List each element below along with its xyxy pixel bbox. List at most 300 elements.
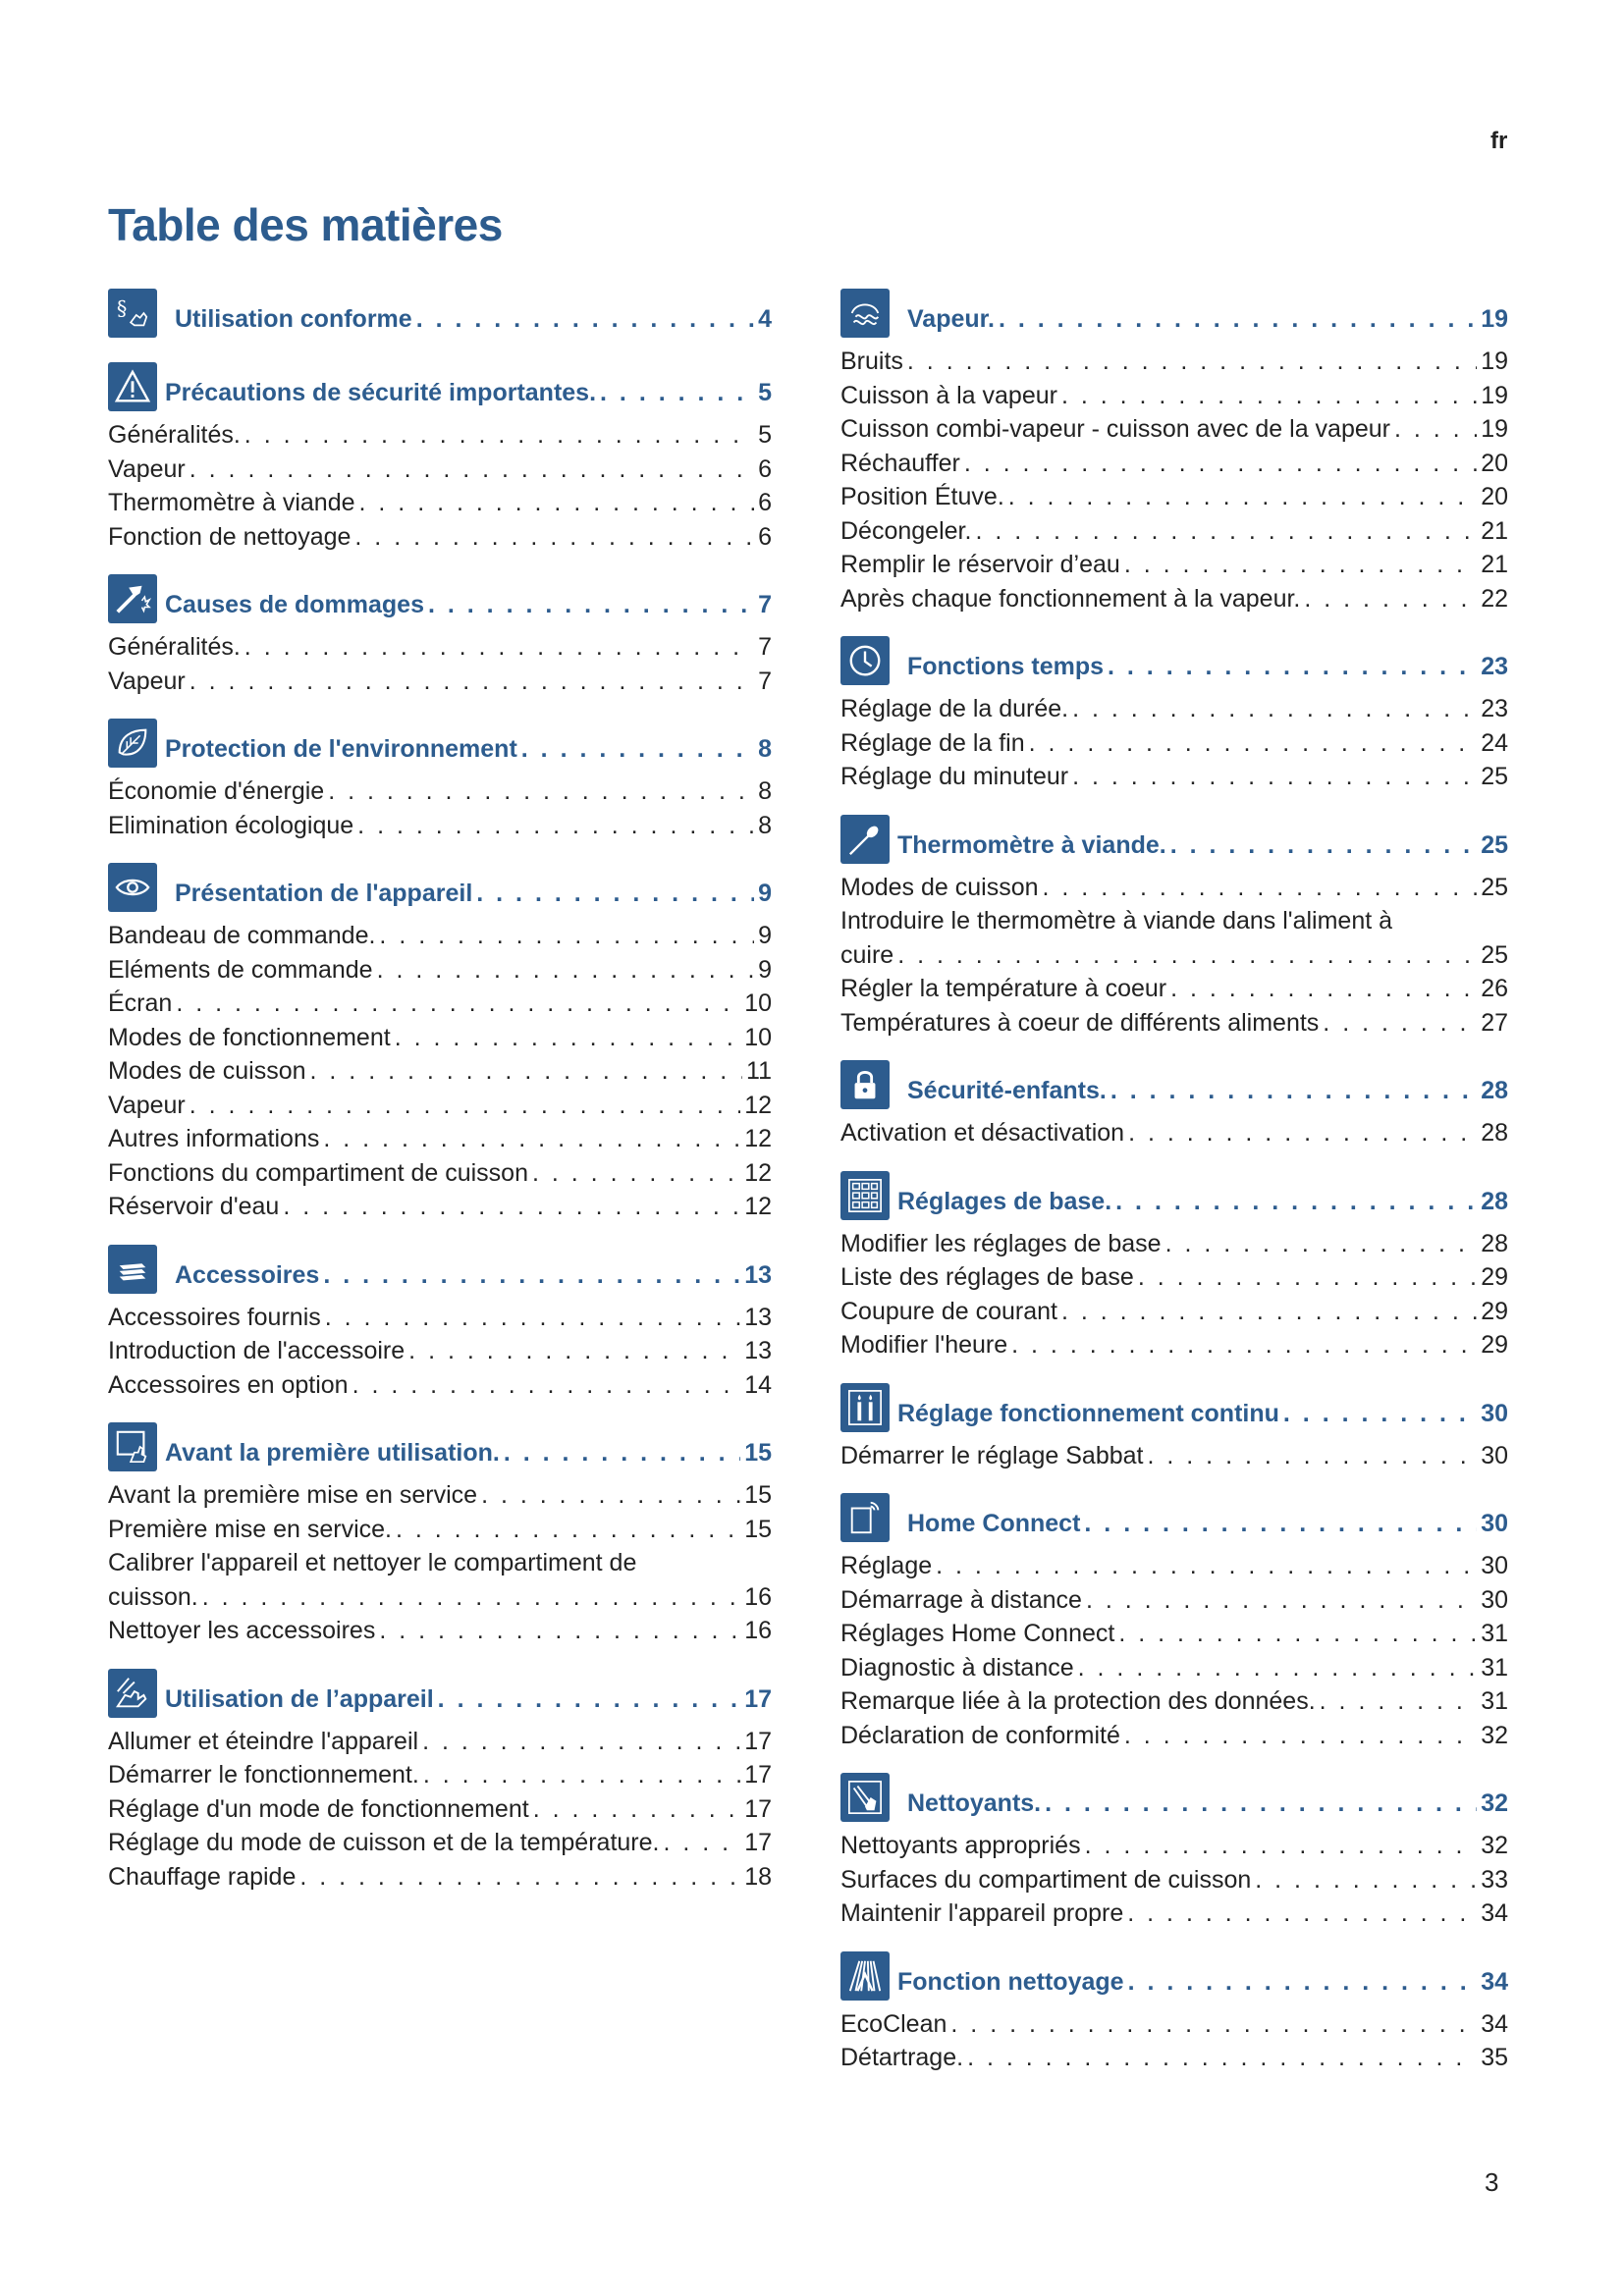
toc-section-precautions-de-securite-importantes — [108, 358, 772, 554]
entry-page-number: 17 — [744, 1761, 772, 1789]
entry-label: Modes de cuisson — [108, 1057, 306, 1085]
clock-icon — [840, 636, 890, 685]
toc-section-heading[interactable] — [108, 1241, 772, 1298]
dot-leader — [428, 590, 754, 619]
entry-label: EcoClean — [840, 2009, 947, 2038]
toc-entry[interactable] — [840, 2007, 1508, 2042]
dot-leader — [481, 1478, 740, 1513]
dot-leader — [950, 2007, 1477, 2042]
toc-section-heading[interactable] — [840, 1948, 1508, 2004]
toc-section-causes-de-dommages — [108, 570, 772, 698]
toc-entry[interactable] — [108, 418, 772, 453]
section-page-number: 23 — [1481, 653, 1508, 680]
entry-label: Allumer et éteindre l'appareil — [108, 1727, 419, 1755]
page-title: Table des matières — [108, 199, 503, 250]
section-page-number: 25 — [1481, 830, 1508, 859]
toc-entry[interactable] — [840, 412, 1508, 447]
dot-leader — [189, 453, 754, 487]
section-title-line — [175, 1260, 772, 1290]
dot-leader — [1118, 1617, 1477, 1651]
entry-label: Coupure de courant — [840, 1297, 1057, 1325]
entry-page-number: 20 — [1481, 483, 1508, 510]
leaf-icon — [108, 719, 157, 768]
toc-entry[interactable] — [840, 972, 1508, 1006]
entry-label: Températures à coeur de différents aliments — [840, 1008, 1320, 1037]
dot-leader — [1124, 1719, 1477, 1753]
entry-page-number: 25 — [1481, 763, 1508, 790]
toc-entry[interactable] — [108, 1826, 772, 1860]
dot-leader — [1072, 760, 1477, 794]
entry-page-number: 11 — [746, 1057, 772, 1085]
section-title: Utilisation de l’appareil — [165, 1684, 434, 1713]
warning-triangle-icon — [108, 362, 157, 411]
toc-entry[interactable] — [108, 1054, 772, 1089]
toc-section-heading[interactable] — [108, 715, 772, 772]
dot-leader — [476, 879, 754, 908]
toc-entry[interactable] — [840, 548, 1508, 582]
section-page-number: 17 — [744, 1684, 772, 1713]
toc-entry[interactable] — [108, 1792, 772, 1827]
dot-leader — [1078, 1651, 1478, 1685]
section-title: Fonctions temps — [907, 653, 1105, 680]
entry-label: cuisson. — [108, 1582, 198, 1611]
toc-section-fonction-nettoyage — [840, 1948, 1508, 2075]
toc-section-nettoyants — [840, 1769, 1508, 1931]
toc-entry[interactable] — [840, 447, 1508, 481]
section-page-number: 32 — [1481, 1789, 1508, 1817]
toc-entry[interactable] — [840, 514, 1508, 549]
section-title-line — [165, 1438, 772, 1468]
toc-entry[interactable] — [108, 809, 772, 843]
section-title: Protection de l'environnement — [165, 735, 517, 763]
dot-leader — [1124, 548, 1477, 582]
section-title: Accessoires — [175, 1260, 320, 1289]
entry-label: Elimination écologique — [108, 811, 354, 839]
dot-leader — [328, 774, 754, 809]
entry-page-number: 17 — [744, 1794, 772, 1823]
dot-leader — [663, 1826, 740, 1860]
toc-section-heading[interactable] — [840, 1056, 1508, 1113]
toc-entry[interactable] — [108, 1725, 772, 1759]
toc-section-reglages-de-base — [840, 1167, 1508, 1362]
dot-leader — [189, 1089, 740, 1123]
entry-page-number: 28 — [1481, 1119, 1508, 1147]
toc-entry[interactable] — [840, 760, 1508, 794]
toc-entry[interactable] — [108, 1021, 772, 1055]
toc-entry[interactable] — [108, 486, 772, 520]
entry-label: Remplir le réservoir d’eau — [840, 551, 1120, 578]
entry-page-number: 13 — [744, 1337, 772, 1364]
entry-page-number: 31 — [1481, 1620, 1508, 1647]
section-title-line — [175, 304, 772, 334]
entry-label: Régler la température à coeur — [840, 975, 1167, 1002]
toc-entry[interactable] — [108, 1478, 772, 1513]
dot-leader — [176, 987, 740, 1021]
section-title: Causes de dommages — [165, 591, 424, 618]
section-title-line — [907, 1076, 1508, 1105]
entry-page-number: 18 — [744, 1862, 772, 1891]
entry-page-number: 33 — [1481, 1865, 1508, 1894]
section-title: Nettoyants. — [907, 1789, 1042, 1817]
toc-entry[interactable] — [840, 871, 1508, 905]
entry-page-number: 8 — [758, 777, 772, 805]
entry-label: Cuisson à la vapeur — [840, 381, 1057, 409]
section-title-line — [907, 304, 1508, 334]
entry-page-number: 15 — [744, 1515, 772, 1543]
toc-entry[interactable] — [108, 919, 772, 953]
toc-section-heading[interactable] — [840, 632, 1508, 689]
entry-label: Fonctions du compartiment de cuisson — [108, 1158, 528, 1187]
toc-entry[interactable] — [840, 1684, 1508, 1719]
section-title-line — [897, 1967, 1508, 1997]
toc-section-heading[interactable] — [108, 285, 772, 342]
entry-label: Réglage de la durée. — [840, 695, 1069, 722]
entry-label: Accessoires en option — [108, 1370, 349, 1399]
section-page-number: 9 — [758, 880, 772, 907]
dot-leader — [1128, 1967, 1478, 1997]
dot-leader — [1029, 726, 1478, 761]
hammer-damage-icon — [108, 574, 157, 623]
toc-section-heading[interactable] — [108, 1665, 772, 1722]
entry-label: Décongeler. — [840, 516, 972, 545]
toc-entry[interactable] — [840, 1116, 1508, 1150]
toc-section-vapeur — [840, 285, 1508, 615]
entry-page-number: 29 — [1481, 1331, 1508, 1359]
dot-leader — [1127, 1896, 1477, 1931]
entry-page-number: 22 — [1481, 584, 1508, 613]
section-title: Fonction nettoyage — [897, 1967, 1124, 1996]
toc-entry[interactable] — [108, 953, 772, 988]
entry-label: Thermomètre à viande — [108, 489, 355, 516]
entry-page-number: 28 — [1481, 1229, 1508, 1257]
toc-section-heading[interactable] — [108, 358, 772, 415]
section-title: Utilisation conforme — [175, 305, 412, 333]
section-title-line — [165, 734, 772, 764]
entry-page-number: 27 — [1481, 1008, 1508, 1037]
toc-entry[interactable] — [840, 1617, 1508, 1651]
dot-leader — [533, 1792, 741, 1827]
toc-section-heading[interactable] — [840, 811, 1508, 868]
entry-page-number: 34 — [1481, 1899, 1508, 1927]
entry-label: Vapeur — [108, 1091, 186, 1119]
toc-section-accessoires — [108, 1241, 772, 1403]
entry-label: Réglage de la fin — [840, 728, 1025, 757]
section-title-line — [897, 830, 1508, 860]
entry-label: Réglages Home Connect — [840, 1620, 1115, 1647]
entry-page-number: 29 — [1481, 1263, 1508, 1291]
entry-page-number: 30 — [1481, 1552, 1508, 1579]
toc-entry[interactable] — [840, 2041, 1508, 2075]
entry-label: Modifier l'heure — [840, 1331, 1008, 1359]
toc-entry[interactable] — [108, 1614, 772, 1648]
entry-label: Avant la première mise en service — [108, 1481, 478, 1509]
entry-page-number: 5 — [758, 421, 772, 449]
toc-entry[interactable] — [840, 1439, 1508, 1473]
toc-entry-first-line[interactable]: Calibrer l'appareil et nettoyer le compartiment de — [108, 1549, 637, 1576]
dot-leader — [422, 1725, 740, 1759]
grid-settings-icon — [840, 1171, 890, 1220]
toc-entry[interactable] — [840, 1896, 1508, 1931]
toc-entry[interactable] — [108, 630, 772, 665]
section-title-line — [907, 1509, 1508, 1538]
entry-label: Remarque liée à la protection des données. — [840, 1687, 1316, 1715]
toc-section-avant-la-premiere-utilisation — [108, 1418, 772, 1648]
dot-leader — [1061, 1295, 1477, 1329]
toc-section-utilisation-de-l-appareil — [108, 1665, 772, 1895]
dot-leader — [354, 520, 754, 555]
toc-section-heading[interactable] — [108, 570, 772, 627]
toc-entry[interactable] — [840, 379, 1508, 413]
section-title-line — [907, 652, 1508, 681]
entry-page-number: 21 — [1481, 551, 1508, 578]
toc-entry[interactable] — [840, 1328, 1508, 1362]
dot-leader — [1394, 412, 1477, 447]
dot-leader — [1304, 582, 1477, 616]
toc-entry[interactable] — [840, 1583, 1508, 1618]
entry-label: Réglage du minuteur — [840, 763, 1069, 790]
entry-page-number: 35 — [1481, 2044, 1508, 2071]
entry-label: Après chaque fonctionnement à la vapeur. — [840, 584, 1301, 613]
toc-entry[interactable] — [840, 1829, 1508, 1863]
entry-label: Activation et désactivation — [840, 1119, 1125, 1147]
entry-label: Diagnostic à distance — [840, 1653, 1074, 1682]
entry-label: Démarrage à distance — [840, 1585, 1082, 1614]
toc-entry[interactable] — [840, 1549, 1508, 1583]
section-page-number: 4 — [758, 305, 772, 333]
toc-entry[interactable] — [108, 1122, 772, 1156]
entry-label: Autres informations — [108, 1125, 320, 1152]
entry-page-number: 30 — [1481, 1441, 1508, 1469]
accessories-tray-icon — [108, 1245, 157, 1294]
toc-section-heading[interactable] — [108, 859, 772, 916]
section-title-line — [897, 1399, 1508, 1428]
entry-label: Réglage du mode de cuisson et de la température. — [108, 1829, 660, 1856]
first-use-hand-icon — [108, 1422, 157, 1471]
dot-leader — [1072, 692, 1477, 726]
dot-leader — [1061, 379, 1477, 413]
entry-label: Écran — [108, 989, 173, 1017]
toc-entry[interactable] — [840, 345, 1508, 379]
toc-entry-first-line[interactable]: Introduire le thermomètre à viande dans l'aliment à — [840, 907, 1393, 934]
toc-section-heading[interactable] — [840, 1167, 1508, 1224]
dot-leader — [325, 1301, 740, 1335]
dot-leader — [396, 1513, 740, 1547]
entry-label: cuire — [840, 940, 894, 969]
entry-label: Réglage — [840, 1552, 933, 1579]
entry-page-number: 7 — [758, 633, 772, 661]
toc-entry[interactable] — [108, 774, 772, 809]
toc-entry[interactable] — [108, 1156, 772, 1191]
entry-page-number: 14 — [744, 1370, 772, 1399]
section-title: Présentation de l'appareil — [175, 880, 473, 907]
section-title-line — [175, 879, 772, 908]
toc-column-right — [840, 285, 1508, 2092]
toc-entry[interactable] — [840, 582, 1508, 616]
toc-entry[interactable] — [108, 1089, 772, 1123]
toc-entry[interactable] — [108, 1580, 772, 1615]
toc-entry[interactable] — [840, 1260, 1508, 1295]
dot-leader — [1170, 972, 1477, 1006]
section-title: Sécurité-enfants. — [907, 1077, 1107, 1104]
dot-leader — [1320, 1684, 1478, 1719]
dot-leader — [1283, 1399, 1477, 1428]
toc-section-heading[interactable] — [840, 1489, 1508, 1546]
entry-label: Accessoires fournis — [108, 1303, 321, 1331]
section-page-number: 7 — [758, 591, 772, 618]
dot-leader — [423, 1758, 740, 1792]
toc-entry[interactable] — [840, 480, 1508, 514]
entry-label: Modes de fonctionnement — [108, 1023, 391, 1051]
lock-icon — [840, 1060, 890, 1109]
toc-section-heading[interactable] — [840, 285, 1508, 342]
section-title-line — [907, 1789, 1508, 1818]
section-page-number: 30 — [1481, 1510, 1508, 1537]
entry-page-number: 16 — [744, 1582, 772, 1611]
dot-leader — [359, 486, 755, 520]
toc-entry[interactable] — [840, 938, 1508, 973]
dot-leader — [1148, 1439, 1478, 1473]
entry-label: Première mise en service. — [108, 1515, 392, 1543]
entry-label: Démarrer le réglage Sabbat — [840, 1441, 1144, 1469]
dot-leader — [504, 1438, 740, 1468]
dot-leader — [377, 953, 755, 988]
entry-page-number: 6 — [758, 454, 772, 483]
entry-label: Vapeur — [108, 667, 186, 695]
toc-entry[interactable] — [108, 665, 772, 699]
section-title: Vapeur. — [907, 305, 995, 333]
entry-page-number: 6 — [758, 489, 772, 516]
section-title-line — [165, 1684, 772, 1714]
dot-leader — [1011, 1328, 1477, 1362]
dot-leader — [1115, 1187, 1477, 1216]
toc-entry[interactable] — [840, 1651, 1508, 1685]
eye-icon — [108, 863, 157, 912]
toc-section-protection-de-l-environnement — [108, 715, 772, 842]
toc-entry[interactable] — [108, 1190, 772, 1224]
toc-entry[interactable] — [108, 1368, 772, 1403]
toc-entry[interactable] — [108, 520, 772, 555]
toc-entry[interactable] — [840, 1006, 1508, 1041]
entry-page-number: 10 — [744, 989, 772, 1017]
dot-leader — [244, 418, 754, 453]
toc-entry[interactable] — [108, 1860, 772, 1895]
section-page-number: 5 — [758, 379, 772, 406]
entry-label: Modifier les réglages de base — [840, 1229, 1162, 1257]
entry-label: Modes de cuisson — [840, 873, 1039, 901]
dot-leader — [1045, 1789, 1477, 1818]
entry-page-number: 10 — [744, 1023, 772, 1051]
toc-entry[interactable] — [108, 453, 772, 487]
entry-label: Économie d'énergie — [108, 777, 325, 805]
entry-page-number: 17 — [744, 1829, 772, 1856]
toc-entry[interactable] — [840, 1863, 1508, 1897]
toc-entry[interactable] — [108, 1758, 772, 1792]
dot-leader — [1043, 871, 1478, 905]
entry-page-number: 31 — [1481, 1653, 1508, 1682]
toc-entry[interactable] — [108, 987, 772, 1021]
section-title-line — [165, 378, 772, 407]
entry-page-number: 25 — [1481, 873, 1508, 901]
entry-page-number: 9 — [758, 955, 772, 984]
toc-entry[interactable] — [108, 1513, 772, 1547]
section-page-number: 19 — [1481, 305, 1508, 333]
toc-section-heading[interactable] — [108, 1418, 772, 1475]
section-page-number: 34 — [1481, 1967, 1508, 1996]
dot-leader — [1084, 1509, 1477, 1538]
toc-entry[interactable] — [840, 1295, 1508, 1329]
section-title: Avant la première utilisation. — [165, 1439, 500, 1467]
toc-entry[interactable] — [108, 1301, 772, 1335]
dot-leader — [189, 665, 754, 699]
entry-label: Bandeau de commande. — [108, 922, 376, 949]
dot-leader — [283, 1190, 740, 1224]
section-page-number: 30 — [1481, 1399, 1508, 1427]
entry-page-number: 19 — [1481, 347, 1508, 375]
sabbath-candles-icon — [840, 1383, 890, 1432]
toc-section-heading[interactable] — [840, 1769, 1508, 1826]
section-title-line — [897, 1187, 1508, 1216]
dot-leader — [936, 1549, 1477, 1583]
dot-leader — [967, 2041, 1477, 2075]
toc-section-heading[interactable] — [840, 1379, 1508, 1436]
section-title-line — [165, 590, 772, 619]
hand-use-icon — [108, 1669, 157, 1718]
entry-page-number: 12 — [744, 1193, 772, 1220]
dot-leader — [964, 447, 1477, 481]
toc-entry[interactable] — [108, 1334, 772, 1368]
entry-page-number: 9 — [758, 922, 772, 949]
entry-page-number: 7 — [758, 667, 772, 695]
entry-label: Détartrage. — [840, 2044, 964, 2071]
entry-page-number: 32 — [1481, 1721, 1508, 1749]
dot-leader — [1323, 1006, 1477, 1041]
toc-entry[interactable] — [840, 1227, 1508, 1261]
dot-leader — [1128, 1116, 1477, 1150]
dot-leader — [299, 1860, 740, 1895]
section-page-number: 8 — [758, 735, 772, 763]
toc-section-fonctions-temps — [840, 632, 1508, 794]
section-title: Réglage fonctionnement continu — [897, 1399, 1279, 1427]
dot-leader — [897, 938, 1477, 973]
dot-leader — [975, 514, 1477, 549]
entry-label: Fonction de nettoyage — [108, 522, 352, 551]
toc-entry[interactable] — [840, 1719, 1508, 1753]
entry-label: Nettoyer les accessoires — [108, 1617, 376, 1644]
entry-page-number: 30 — [1481, 1585, 1508, 1614]
entry-label: Bruits — [840, 347, 903, 375]
section-page-number: 28 — [1481, 1187, 1508, 1215]
dot-leader — [244, 630, 754, 665]
entry-page-number: 23 — [1481, 695, 1508, 722]
dot-leader — [1110, 1076, 1477, 1105]
toc-column-left — [108, 285, 772, 1910]
toc-section-securite-enfants — [840, 1056, 1508, 1150]
toc-entry[interactable] — [840, 692, 1508, 726]
entry-page-number: 17 — [744, 1727, 772, 1755]
entry-label: Position Étuve. — [840, 483, 1004, 510]
entry-label: Cuisson combi-vapeur - cuisson avec de la vapeur — [840, 415, 1390, 443]
entry-page-number: 8 — [758, 811, 772, 839]
dot-leader — [357, 809, 754, 843]
dot-leader — [323, 1122, 740, 1156]
cleaning-function-icon — [840, 1951, 890, 2001]
entry-page-number: 12 — [744, 1158, 772, 1187]
dot-leader — [600, 378, 754, 407]
entry-label: Réchauffer — [840, 449, 960, 477]
toc-entry[interactable] — [840, 726, 1508, 761]
section-page-number: 13 — [744, 1260, 772, 1289]
dot-leader — [1008, 480, 1477, 514]
